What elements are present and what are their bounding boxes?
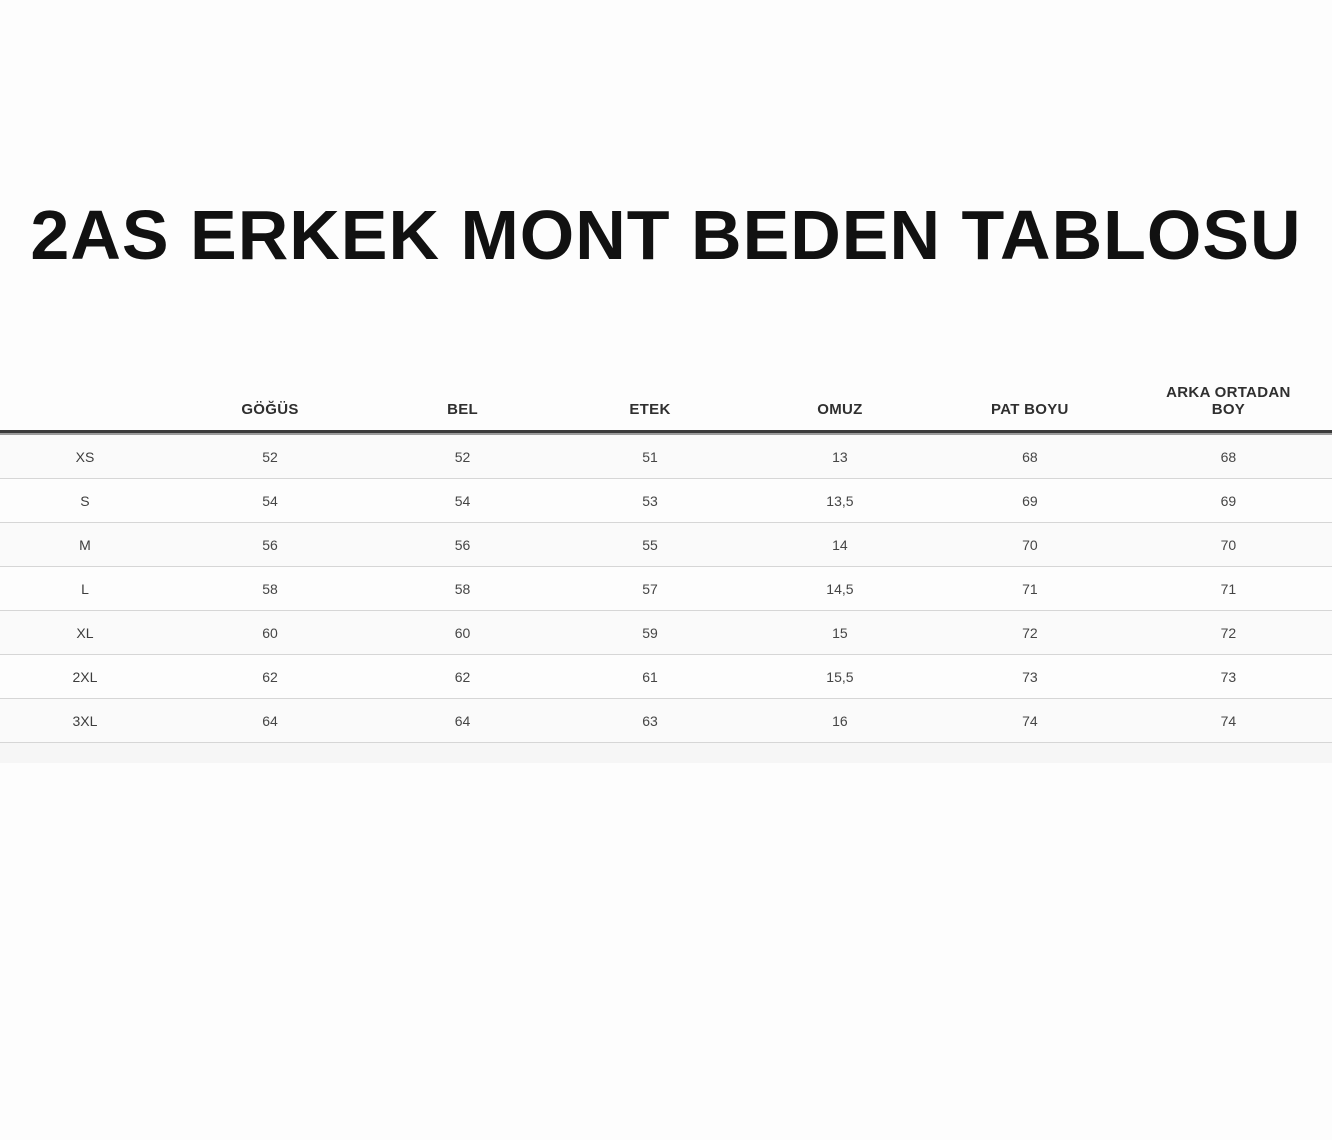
table-row-m (0, 523, 1332, 567)
value-cell: 60 (454, 624, 471, 641)
value-cell: 14,5 (826, 580, 854, 597)
size-cell: 3XL (72, 712, 98, 729)
size-cell: M (79, 536, 91, 553)
value-cell: 69 (1220, 492, 1237, 509)
value-cell: 73 (1022, 668, 1038, 685)
value-cell: 74 (1022, 712, 1038, 729)
table-footer-band (0, 743, 1332, 763)
value-cell: 57 (642, 580, 658, 597)
table-row-3xl (0, 699, 1332, 743)
size-cell: XL (76, 624, 94, 641)
size-cell: L (81, 580, 89, 597)
value-cell: 73 (1220, 668, 1237, 685)
value-cell: 70 (1022, 536, 1038, 553)
value-cell: 61 (642, 668, 658, 685)
value-cell: 72 (1220, 624, 1237, 641)
value-cell: 68 (1220, 448, 1237, 465)
value-cell: 51 (642, 448, 658, 465)
value-cell: 55 (642, 536, 658, 553)
value-cell: 62 (454, 668, 471, 685)
header-cell-gogus: GÖĞÜS (241, 401, 299, 418)
value-cell: 63 (642, 712, 658, 729)
value-cell: 62 (262, 668, 278, 685)
value-cell: 53 (642, 492, 658, 509)
size-cell: 2XL (72, 668, 98, 685)
value-cell: 58 (262, 580, 278, 597)
value-cell: 70 (1220, 536, 1237, 553)
size-cell: S (80, 492, 90, 509)
value-cell: 74 (1220, 712, 1237, 729)
table-row-xl (0, 611, 1332, 655)
size-cell: XS (75, 448, 95, 465)
value-cell: 60 (262, 624, 278, 641)
value-cell: 64 (262, 712, 278, 729)
header-cell-size (0, 418, 170, 430)
table-body (0, 435, 1332, 743)
value-cell: 52 (262, 448, 278, 465)
value-cell: 54 (262, 492, 278, 509)
value-cell: 58 (454, 580, 471, 597)
value-cell: 68 (1022, 448, 1038, 465)
header-cell-pat-boyu: PAT BOYU (991, 401, 1069, 418)
header-cell-arka-ortadan-boy: ARKA ORTADAN BOY (1166, 384, 1291, 418)
table-row-s (0, 479, 1332, 523)
size-table (0, 330, 1332, 763)
header-cell-omuz: OMUZ (817, 401, 863, 418)
value-cell: 52 (454, 448, 471, 465)
page-title: 2AS ERKEK MONT BEDEN TABLOSU (30, 196, 1302, 274)
value-cell: 71 (1220, 580, 1237, 597)
value-cell: 72 (1022, 624, 1038, 641)
value-cell: 13,5 (826, 492, 854, 509)
value-cell: 15,5 (826, 668, 854, 685)
value-cell: 14 (832, 536, 848, 553)
table-header-row (0, 330, 1332, 430)
value-cell: 59 (642, 624, 658, 641)
value-cell: 64 (454, 712, 471, 729)
value-cell: 56 (454, 536, 471, 553)
value-cell: 15 (832, 624, 848, 641)
value-cell: 71 (1022, 580, 1038, 597)
table-row-xs (0, 435, 1332, 479)
header-cell-etek: ETEK (629, 401, 671, 418)
value-cell: 54 (454, 492, 471, 509)
value-cell: 16 (832, 712, 848, 729)
value-cell: 69 (1022, 492, 1038, 509)
header-cell-bel: BEL (447, 401, 478, 418)
value-cell: 13 (832, 448, 848, 465)
table-row-l (0, 567, 1332, 611)
value-cell: 56 (262, 536, 278, 553)
table-row-2xl (0, 655, 1332, 699)
